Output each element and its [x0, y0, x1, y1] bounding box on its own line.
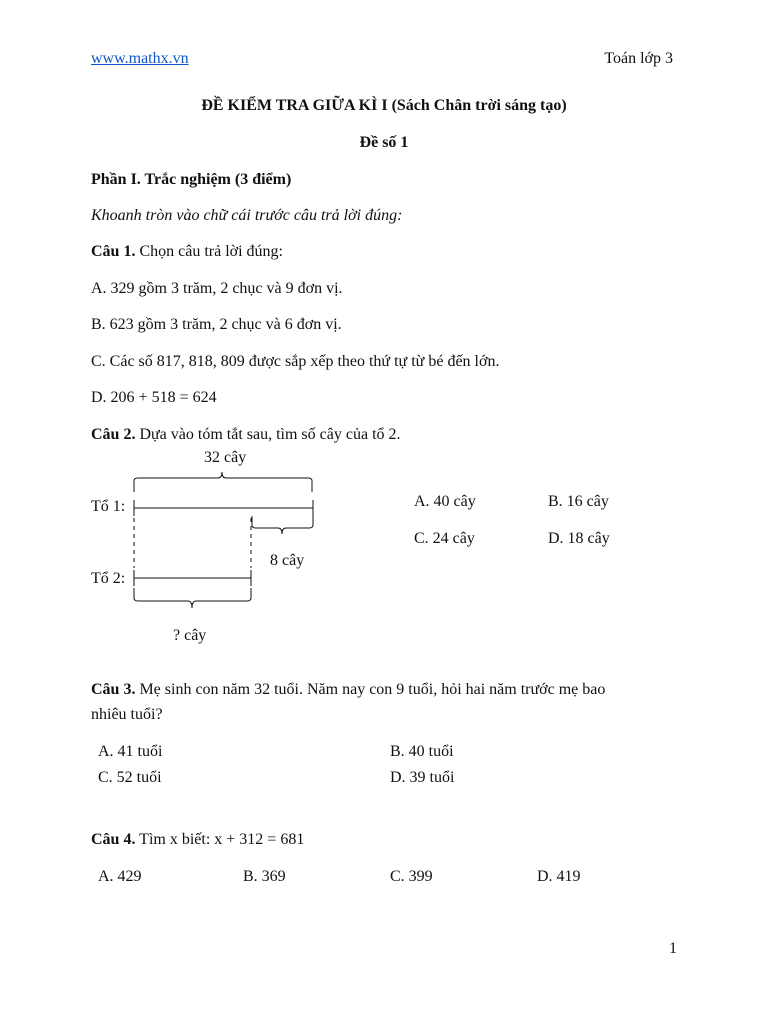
question-3-stem-continued: nhiêu tuổi?	[91, 706, 163, 723]
page-subtitle: Đề số 1	[359, 134, 409, 151]
part1-heading: Phần I. Trắc nghiệm (3 điểm)	[91, 171, 292, 188]
question-4-option-b: B. 369	[243, 868, 286, 885]
page-number: 1	[669, 940, 677, 957]
subject-label: Toán lớp 3	[604, 50, 673, 67]
difference-label: 8 cây	[270, 552, 305, 569]
question-4-option-a: A. 429	[98, 868, 142, 885]
question-4-stem: Câu 4. Tìm x biết: x + 312 = 681	[91, 831, 305, 848]
question-3-option-d: D. 39 tuổi	[390, 769, 455, 786]
page-title: ĐỀ KIỂM TRA GIỮA KÌ I (Sách Chân trời sáng tạo)	[201, 97, 567, 114]
question-1-stem: Câu 1. Chọn câu trả lời đúng:	[91, 243, 283, 260]
row2-label: Tổ 2:	[91, 570, 126, 587]
question-1-option-b: B. 623 gồm 3 trăm, 2 chục và 6 đơn vị.	[91, 316, 342, 333]
unknown-label: ? cây	[173, 627, 207, 644]
question-4-option-c: C. 399	[390, 868, 433, 885]
question-3-option-c: C. 52 tuổi	[98, 769, 162, 786]
total-label: 32 cây	[204, 449, 247, 466]
question-1-option-d: D. 206 + 518 = 624	[91, 389, 217, 406]
question-2-stem: Câu 2. Dựa vào tóm tắt sau, tìm số cây của tổ 2.	[91, 426, 401, 443]
website-link[interactable]: www.mathx.vn	[91, 50, 189, 67]
question-1-option-c: C. Các số 817, 818, 809 được sắp xếp theo thứ tự từ bé đến lớn.	[91, 353, 500, 370]
question-2-option-b: B. 16 cây	[548, 493, 609, 510]
question-1-option-a: A. 329 gồm 3 trăm, 2 chục và 9 đơn vị.	[91, 280, 343, 297]
question-3-option-a: A. 41 tuổi	[98, 743, 163, 760]
unknown-brace	[134, 588, 251, 608]
question-2-option-a: A. 40 cây	[414, 493, 476, 510]
part1-instruction: Khoanh tròn vào chữ cái trước câu trả lời đúng:	[91, 207, 403, 224]
difference-brace	[252, 516, 313, 534]
question-4-option-d: D. 419	[537, 868, 581, 885]
question-3-stem: Câu 3. Mẹ sinh con năm 32 tuổi. Năm nay con 9 tuổi, hỏi hai năm trước mẹ bao	[91, 681, 606, 698]
question-2-option-d: D. 18 cây	[548, 530, 610, 547]
total-brace	[134, 472, 312, 492]
row1-label: Tổ 1:	[91, 498, 126, 515]
question-3-option-b: B. 40 tuổi	[390, 743, 454, 760]
question-2-option-c: C. 24 cây	[414, 530, 475, 547]
